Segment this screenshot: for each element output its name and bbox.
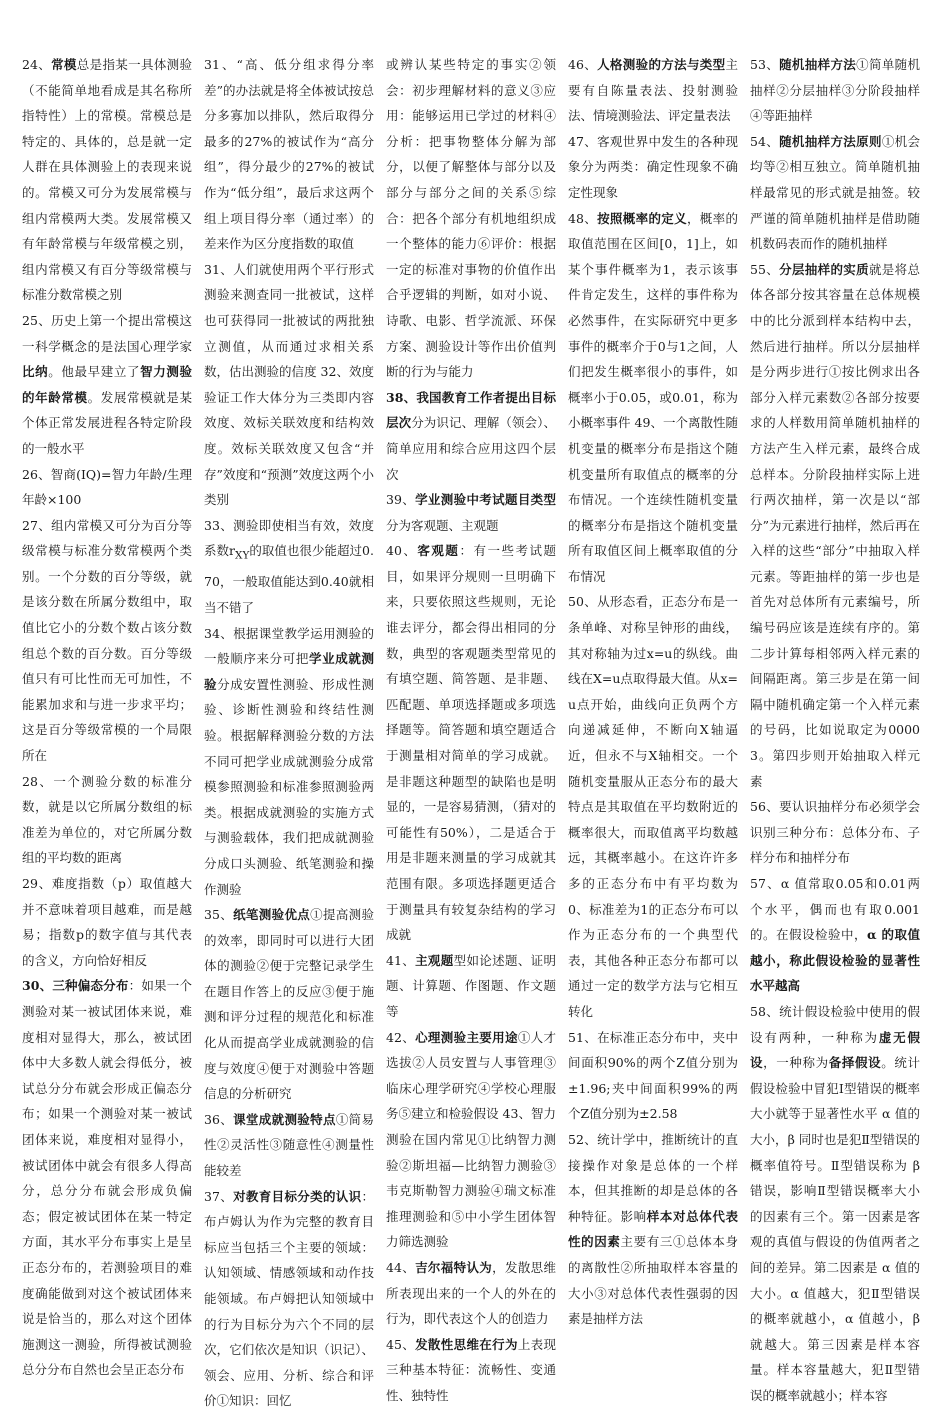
bold-term: 课堂成就测验特点 [233, 1111, 336, 1127]
text-run: 主要有三①总体本身的离散性②所抽取样本容量的大小③对总体代表性强弱的因素是抽样方法 [568, 1234, 738, 1327]
bold-term: α 的取值越小，称此假设检验的显著性水平越高 [750, 927, 920, 994]
bold-term: 备择假设 [828, 1055, 882, 1071]
text-run: 型如论述题、证明题、计算题、作图题、作文题等 [386, 952, 556, 1019]
paragraph [204, 902, 374, 1107]
column-1 [22, 52, 192, 1378]
bold-term: 主观题 [415, 952, 454, 968]
bold-term: 心理测验主要用途 [415, 1029, 518, 1045]
paragraph [568, 589, 738, 1024]
text-run: 55、 [750, 261, 780, 277]
bold-term: 智力测验的年龄常模 [22, 364, 192, 405]
column-5 [750, 52, 920, 1403]
paragraph [568, 52, 738, 129]
bold-term: 38、我国教育工作者提出目标层次 [386, 389, 556, 431]
paragraph [386, 1255, 556, 1332]
bold-term: 样本对总体代表性的因素 [568, 1208, 738, 1250]
column-3 [386, 52, 556, 1403]
text-run: 28、一个测验分数的标准分数，就是以它所属分数组的标准差为单位的，对它所属分数组的平均数的距离 [22, 773, 192, 866]
paragraph [204, 52, 374, 257]
text-run: 37、 [204, 1188, 234, 1204]
text-run: 40、 [386, 543, 418, 559]
bold-term: 常模 [51, 57, 77, 72]
text-run: ①机会均等②相互独立。简单随机抽样最常见的形式就是抽签。较严谨的简单随机抽样是借助随机数码表而作的随机抽样 [750, 133, 920, 252]
text-run: ：如果一个测验对某一被试团体来说，难度相对显得大，那么，被试团体中大多数人就会得低分，被试总分分布就会形成正偏态分布；如果一个测验对某一被试团体来说，难度相对显得小，被试团体中就会有很多人得高分，总分分布就会形成负偏态；假定被试团体在某一特定方面，其水平分布事实上是呈正态分布的，若测验项目的难度确能做到对这个被试团体来说是恰当的，那么对这个团体施测这一测验，所得被试测验总分分布自然也会呈正态分布 [22, 978, 192, 1378]
text-run: 39、 [386, 492, 416, 508]
text-run: ，一种称为 [763, 1055, 829, 1071]
text-run: 26、智商(IQ)=智力年龄/生理年龄×100 [22, 466, 192, 508]
text-run: 54、 [750, 133, 780, 149]
text-run: 46、 [568, 57, 598, 72]
paragraph [386, 385, 556, 487]
paragraph [204, 621, 374, 903]
text-run: 48、 [568, 210, 598, 226]
text-run: 47、客观世界中发生的各种现象分为两类：确定性现象不确定性现象 [568, 133, 738, 200]
bold-term: 纸笔测验优点 [233, 907, 311, 923]
text-run: 。统计假设检验中冒犯Ⅰ型错误的概率大小就等于显著性水平 α 值的大小，β 同时也是犯Ⅱ型错误的概率值符号。Ⅱ型错误称为 β 错误，影响Ⅱ型错误概率大小的因素有三个。第一因素是客观的真值与假设的伪值两者之间的差异。第二因素是 α 值的大小。α 值越大，犯Ⅱ型错误的概率就越小，α 值越小，β 就越大。第三因素是样本容量。样本容量越大，犯Ⅱ型错误的概率就越小；样本容 [750, 1055, 920, 1403]
bold-term: 发散性思维在行为 [415, 1336, 518, 1352]
paragraph [22, 52, 192, 308]
paragraph [568, 129, 738, 206]
text-run: 或辨认某些特定的事实②领会：初步理解材料的意义③应用：能够运用已学过的材料④分析：把事物整体分解为部分，以便了解整体与部分以及部分与部分之间的关系⑤综合：把各个部分有机地组织成一个整体的能力⑥评价：根据一定的标准对事物的价值作出合乎逻辑的判断，如对小说、诗歌、电影、哲学流派、环保方案、测验设计等作出价值判断的行为与能力 [386, 57, 556, 380]
text-run: 45、 [386, 1336, 416, 1352]
text-run: 42、 [386, 1029, 416, 1045]
paragraph [750, 794, 920, 871]
paragraph [386, 538, 556, 948]
text-run: 36、 [204, 1111, 234, 1127]
text-run: 总是指某一具体测验（不能简单地看成是其名称所指特性）上的常模。常模总是特定的、具体的，总是就一定人群在具体测验上的表现来说的。常模又可分为发展常模与组内常模两大类。发展常模又有年龄常模与年级常模之别，组内常模又有百分等级常模与标准分数常模之别 [22, 57, 192, 303]
bold-term: 吉尔福特认为 [415, 1259, 493, 1275]
text-run: ，发散思维所表现出来的一个人的外在的行为，即代表这个人的创造力 [386, 1259, 556, 1327]
paragraph [204, 1107, 374, 1184]
text-run: 44、 [386, 1259, 416, 1275]
text-run: 35、 [204, 907, 234, 923]
paragraph [22, 462, 192, 513]
text-run: 分成安置性测验、形成性测验、诊断性测验和终结性测验。根据解释测验分数的方法不同可把学业成就测验分成常模参照测验和标准参照测验两类。根据成就测验的实施方式与测验载体，我们把成就测验分成口头测验、纸笔测验和操作测验 [204, 676, 374, 897]
text-run: 分为客观题、主观题 [386, 517, 499, 533]
bold-term: 人格测验的方法与类型 [597, 57, 726, 72]
text-run: 58、统计假设检验中使用的假设有两种，一种称为 [750, 1003, 920, 1045]
bold-term: 学业测验中考试题目类型 [415, 492, 556, 508]
paragraph [386, 52, 556, 385]
paragraph [750, 999, 920, 1409]
text-run: 。发展常模就是某个体正常发展进程各特定阶段的一般水平 [22, 389, 192, 456]
bold-term: 随机抽样方法原则 [779, 133, 882, 149]
paragraph [22, 973, 192, 1383]
text-run: 就是将总体各部分按其容量在总体规模中的比分派到样本结构中去，然后进行抽样。所以分层抽样是分两步进行①按比例求出各部分入样元素数②各部分按要求的人样数用简单随机抽样的方法产生入样元素，最终合成总样本。分阶段抽样实际上进行两次抽样，第一次是以“部分”为元素进行抽样，然后再在入样的这些“部分”中抽取入样元素。等距抽样的第一步也是首先对总体所有元素编号，所编号码应该是连续有序的。第二步计算每相邻两入样元素的间隔距离。第三步是在第一间隔中随机确定第一个入样元素的号码，比如说取定为00003。第四步则开始抽取入样元素 [750, 261, 920, 789]
column-2 [204, 52, 374, 1409]
text-run: ①提高测验的效率，即同时可以进行大团体的测验②便于完整记录学生在题目作答上的反应③便于施测和评分过程的规范化和标准化从而提高学业成就测验的信度与效度④便于对测验中答题信息的分析研究 [204, 907, 374, 1102]
paragraph [750, 257, 920, 794]
text-run: 56、要认识抽样分布必须学会识别三种分布：总体分布、子样分布和抽样分布 [750, 799, 920, 866]
subscript-text: XY [235, 549, 250, 562]
text-run: 33、测验即使相当有效，效度系数r [204, 517, 374, 559]
text-run: 上表现三种基本特征：流畅性、变通性、独特性 [386, 1336, 556, 1403]
paragraph [22, 769, 192, 871]
paragraph [568, 1127, 738, 1332]
paragraph [204, 513, 374, 621]
text-run: 50、从形态看，正态分布是一条单峰、对称呈钟形的曲线，其对称轴为过x=u的纵线。曲线在X=u点取得最大值。从x=u点开始，曲线向正负两个方向递减延伸，不断向X轴逼近，但永不与X轴相交。一个随机变量服从正态分布的最大特点是其取值在平均数附近的概率很大，而取值离平均数越远，其概率越小。在这许许多多的正态分布中有平均数为0、标准差为1的正态分布可以作为正态分布的一个典型代表，其他各种正态分布都可以通过一定的数学方法与它相互转化 [568, 594, 738, 1019]
bold-term: 30、三种偏态分布 [22, 978, 129, 994]
text-run: ①简易性②灵活性③随意性④测量性能较差 [204, 1111, 374, 1179]
text-run: 51、在标准正态分布中，夹中间面积90%的两个Z值分别为±1.96;夹中间面积99%的两个Z值分别为±2.58 [568, 1029, 738, 1122]
column-4 [568, 52, 738, 1332]
paragraph [22, 308, 192, 462]
text-run: 53、 [750, 57, 780, 72]
text-run: 52、统计学中，推断统计的直接操作对象是总体的一个样本，但其推断的却是总体的各种特征。影响 [568, 1131, 738, 1224]
paragraph [386, 1025, 556, 1255]
text-run: ①简单随机抽样②分层抽样③分阶段抽样④等距抽样 [750, 57, 920, 124]
bold-term: 分层抽样的实质 [779, 261, 869, 277]
bold-term: 学业成就测验 [204, 651, 374, 692]
paragraph [568, 1025, 738, 1127]
text-run: 31、“高、低分组求得分率差”的办法就是将全体被试按总分多寡加以排队，然后取得分最多的27%的被试作为“高分组”，得分最少的27%的被试作为“低分组”，最后求这两个组上项目得分率（通过率）的差来作为区分度指数的取值 [204, 57, 374, 252]
text-run: 57、α 值常取0.05和0.01两个水平，偶而也有取0.001的。在假设检验中， [750, 876, 920, 943]
text-run: 41、 [386, 952, 416, 968]
text-run: 29、难度指数（p）取值越大并不意味着项目越难，而是越易；指数p的数字值与其代表的含义，方向恰好相反 [22, 876, 192, 968]
paragraph [22, 871, 192, 973]
paragraph [386, 1332, 556, 1409]
bold-term: 按照概率的定义 [597, 210, 687, 226]
text-run: 31、人们就使用两个平行形式测验来测查同一批被试，这样也可获得同一批被试的两批独立测值，从而通过求相关系数，估出测验的信度 32、效度验证工作大体分为三类即内容效度、效标关联效度和结构效度。效标关联效度又包含“并存”效度和“预测”效度这两个小类别 [204, 261, 374, 508]
paragraph [204, 1184, 374, 1414]
text-run: 25、历史上第一个提出常模这一科学概念的是法国心理学家 [22, 312, 192, 354]
text-run: ，概率的取值范围在区间[0，1]上，如某个事件概率为1，表示该事件肯定发生，这样的事件称为必然事件，在实际研究中更多事件的概率介于0与1之间，人们把发生概率很小的事件，如概率小于0.05，或0.01，称为小概率事件 49、一个离散性随机变量的概率分布是指这个随机变量所有取值点的概率的分布情况。一个连续性随机变量的概率分布是指这个随机变量所有取值区间上概率取值的分布情况 [568, 210, 738, 584]
bold-term: 虚无假设 [750, 1029, 920, 1071]
text-run: 34、根据课堂教学运用测验的一般顺序来分可把 [204, 625, 374, 667]
text-run: ：有一些考试题目，如果评分规则一旦明确下来，只要依照这些规则，无论谁去评分，都会得出相同的分数，典型的客观题类型常见的有填空题、简答题、是非题、匹配题、单项选择题或多项选择题等。简答题和填空题适合于测量相对简单的学习成就。是非题这种题型的缺陷也是明显的，一是容易猜测，（猜对的可能性有50%），二是适合于用是非题来测量的学习成就其范围有限。多项选择题更适合于测量具有较复杂结构的学习成就 [386, 543, 556, 943]
paragraph [22, 513, 192, 769]
text-run: 的取值也很少能超过0.70，一般取值能达到0.40就相当不错了 [204, 543, 374, 615]
text-run: 主要有自陈量表法、投射测验法、情境测验法、评定量表法 [568, 57, 738, 124]
document-page [22, 52, 932, 1409]
paragraph [386, 487, 556, 538]
text-run: 。他最早建立了 [48, 364, 141, 380]
text-run: 分为识记、理解（领会）、简单应用和综合应用这四个层次 [386, 415, 556, 482]
paragraph [204, 257, 374, 513]
text-run: ①人才选拔②人员安置与人事管理③临床心理学研究④学校心理服务⑤建立和检验假设 43、智力测验在国内常见①比纳智力测验②斯坦福—比纳智力测验③韦克斯勒智力测验④瑞文标准推理测验和⑤中小学生团体智力筛选测验 [386, 1029, 556, 1250]
text-run: 24、 [22, 57, 52, 72]
bold-term: 随机抽样方法 [779, 57, 857, 72]
paragraph [750, 52, 920, 129]
paragraph [386, 948, 556, 1025]
bold-term: 比纳 [22, 364, 49, 380]
bold-term: 对教育目标分类的认识 [233, 1188, 362, 1204]
text-run: 27、组内常模又可分为百分等级常模与标准分数常模两个类别。一个分数的百分等级，就是该分数在所属分数组中，取值比它小的分数个数占该分数组总个数的百分数。百分等级值只有可比性而无可加性，不能累加求和与进一步求平均；这是百分等级常模的一个局限所在 [22, 517, 192, 764]
paragraph [568, 206, 738, 590]
paragraph [750, 871, 920, 999]
bold-term: 客观题 [417, 543, 460, 559]
text-run: ：布卢姆认为作为完整的教育目标应当包括三个主要的领域：认知领域、情感领域和动作技能领域。布卢姆把认知领域中的行为目标分为六个不同的层次，它们依次是知识（识记）、领会、应用、分析、综合和评价①知识：回忆 [204, 1188, 374, 1409]
paragraph [750, 129, 920, 257]
